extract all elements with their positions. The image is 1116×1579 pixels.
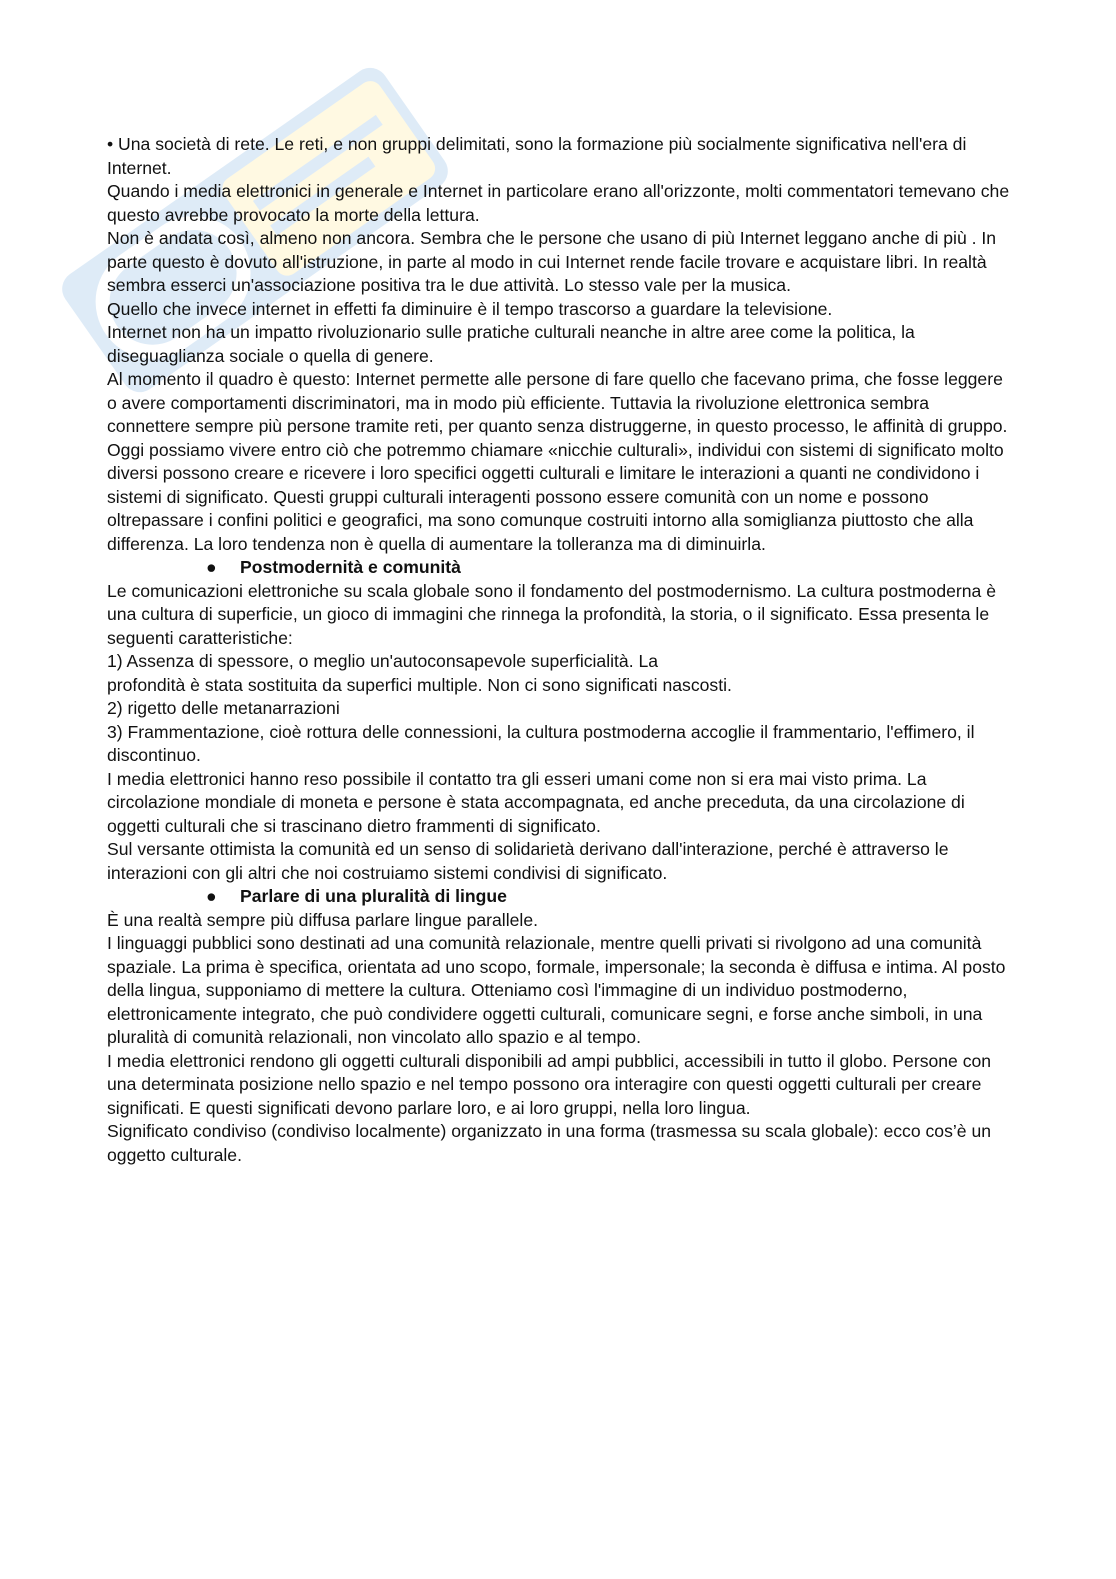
- bullet-icon: ●: [206, 557, 217, 577]
- section-heading: [107, 885, 1012, 909]
- section-heading-text: Postmodernità e comunità: [240, 557, 461, 577]
- paragraph: I media elettronici hanno reso possibile il contatto tra gli esseri umani come non si era mai visto prima. La circolazione mondiale di moneta e persone è stata accompagnata, ed anche preceduta, da una circolazione di oggetti culturali che si trascinano dietro frammenti di significato.: [107, 768, 965, 836]
- paragraph: I linguaggi pubblici sono destinati ad una comunità relazionale, mentre quelli privati si rivolgono ad una comunità spaziale. La prima è specifica, orientata ad uno scopo, formale, impersonale; la seconda è diffusa e intima. Al posto della lingua, supponiamo di mettere la cultura. Otteniamo così l'immagine di un individuo postmoderno, elettronicamente integrato, che può condividere oggetti culturali, comunicare segni, e forse anche simboli, in una pluralità di comunità relazionali, non vincolato allo spazio e al tempo.: [107, 933, 1006, 1047]
- paragraph: profondità è stata sostituita da superfici multiple. Non ci sono significati nascosti.: [107, 674, 732, 695]
- paragraph: Oggi possiamo vivere entro ciò che potremmo chiamare «nicchie culturali», individui con sistemi di significato molto diversi possono creare e ricevere i loro specifici oggetti culturali e limitare le interazioni a quanti ne condividono i sistemi di significato. Questi gruppi culturali interagenti possono essere comunità con un nome e possono oltrepassare i confini politici e geografici, ma sono comunque costruiti intorno alla somiglianza piuttosto che alla differenza. La loro tendenza non è quella di aumentare la tolleranza ma di diminuirla.: [107, 439, 1004, 554]
- bullet-icon: ●: [206, 886, 217, 906]
- paragraph: Le comunicazioni elettroniche su scala globale sono il fondamento del postmodernismo. La cultura postmoderna è una cultura di superficie, un gioco di immagini che rinnega la profondità, la storia, o il significato. Essa presenta le seguenti caratteristiche:: [107, 580, 997, 648]
- document-body: [107, 133, 1012, 1167]
- paragraph: 1) Assenza di spessore, o meglio un'autoconsapevole superficialità. La: [107, 651, 659, 671]
- paragraph: • Una società di rete. Le reti, e non gruppi delimitati, sono la formazione più socialmente significativa nell'era di Internet.: [107, 134, 967, 178]
- paragraph: Significato condiviso (condiviso localmente) organizzato in una forma (trasmessa su scala globale): ecco cos’è un oggetto culturale.: [107, 1121, 992, 1165]
- paragraph: Non è andata così, almeno non ancora. Sembra che le persone che usano di più Internet leggano anche di più . In parte questo è dovuto all'istruzione, in parte al modo in cui Internet rende facile trovare e acquistare libri. In realtà sembra esserci un'associazione positiva tra le due attività. Lo stesso vale per la musica.: [107, 228, 997, 295]
- paragraph: Quando i media elettronici in generale e Internet in particolare erano all'orizzonte, molti commentatori temevano che questo avrebbe provocato la morte della lettura.: [107, 181, 1010, 225]
- paragraph: 3) Frammentazione, cioè rottura delle connessioni, la cultura postmoderna accoglie il frammentario, l'effimero, il discontinuo.: [107, 721, 975, 765]
- paragraph: Al momento il quadro è questo: Internet permette alle persone di fare quello che facevano prima, che fosse leggere o avere comportamenti discriminatori, ma in modo più efficiente. Tuttavia la rivoluzione elettronica sembra connettere sempre più persone tramite reti, per quanto senza distruggerne, in questo processo, le affinità di gruppo.: [107, 369, 1008, 436]
- paragraph: I media elettronici rendono gli oggetti culturali disponibili ad ampi pubblici, accessibili in tutto il globo. Persone con una determinata posizione nello spazio e nel tempo possono ora interagire con questi oggetti culturali per creare significati. E questi significati devono parlare loro, e ai loro gruppi, nella loro lingua.: [107, 1050, 992, 1118]
- section-heading: [107, 556, 1012, 580]
- paragraph: È una realtà sempre più diffusa parlare lingue parallele.: [107, 909, 538, 930]
- paragraph: Internet non ha un impatto rivoluzionario sulle pratiche culturali neanche in altre aree come la politica, la diseguaglianza sociale o quella di genere.: [107, 322, 915, 366]
- paragraph: 2) rigetto delle metanarrazioni: [107, 698, 340, 718]
- section-heading-text: Parlare di una pluralità di lingue: [240, 886, 507, 906]
- paragraph: Sul versante ottimista la comunità ed un senso di solidarietà derivano dall'interazione, perché è attraverso le interazioni con gli altri che noi costruiamo sistemi condivisi di significato.: [107, 839, 949, 883]
- paragraph: Quello che invece internet in effetti fa diminuire è il tempo trascorso a guardare la televisione.: [107, 298, 833, 319]
